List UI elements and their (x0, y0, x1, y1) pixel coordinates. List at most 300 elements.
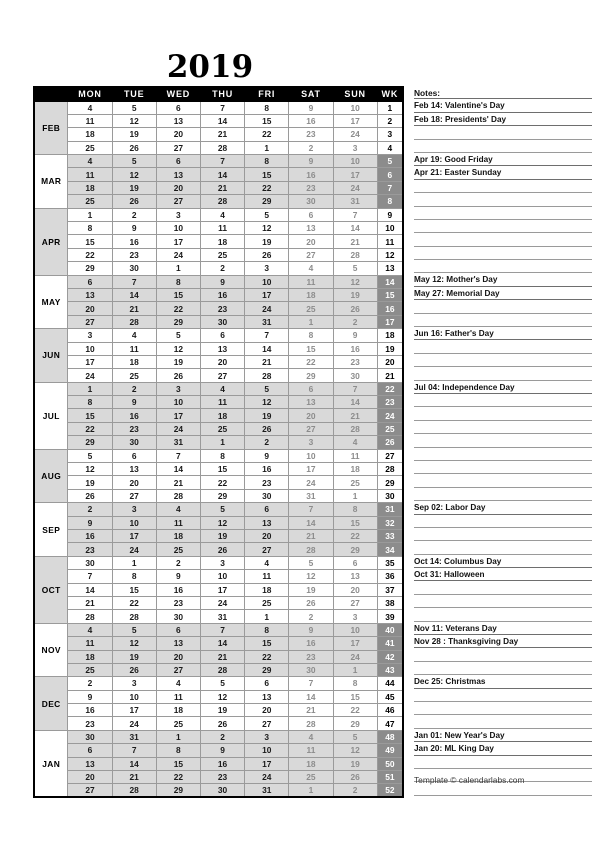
day-cell[interactable]: 4 (289, 730, 333, 743)
note-blank-line[interactable] (414, 461, 592, 474)
day-cell[interactable]: 1 (333, 663, 377, 676)
day-cell[interactable]: 29 (289, 369, 333, 382)
day-cell[interactable]: 27 (245, 717, 289, 730)
day-cell[interactable]: 25 (333, 476, 377, 489)
day-cell[interactable]: 31 (333, 195, 377, 208)
day-cell[interactable]: 3 (112, 503, 156, 516)
day-cell[interactable]: 23 (333, 355, 377, 368)
day-cell[interactable]: 6 (333, 556, 377, 569)
day-cell[interactable]: 16 (68, 704, 112, 717)
day-cell[interactable]: 16 (245, 463, 289, 476)
day-cell[interactable]: 15 (245, 114, 289, 127)
day-cell[interactable]: 27 (156, 663, 200, 676)
day-cell[interactable]: 24 (68, 369, 112, 382)
note-entry[interactable]: Apr 19: Good Friday (414, 153, 592, 166)
note-blank-line[interactable] (414, 247, 592, 260)
day-cell[interactable]: 3 (200, 556, 244, 569)
day-cell[interactable]: 31 (245, 784, 289, 797)
day-cell[interactable]: 2 (333, 784, 377, 797)
day-cell[interactable]: 19 (333, 757, 377, 770)
day-cell[interactable]: 25 (68, 141, 112, 154)
day-cell[interactable]: 20 (333, 583, 377, 596)
day-cell[interactable]: 16 (156, 583, 200, 596)
day-cell[interactable]: 28 (112, 610, 156, 623)
day-cell[interactable]: 27 (68, 784, 112, 797)
day-cell[interactable]: 5 (200, 503, 244, 516)
day-cell[interactable]: 18 (289, 288, 333, 301)
day-cell[interactable]: 7 (333, 382, 377, 395)
day-cell[interactable]: 13 (156, 637, 200, 650)
day-cell[interactable]: 9 (289, 155, 333, 168)
day-cell[interactable]: 21 (245, 355, 289, 368)
day-cell[interactable]: 6 (289, 382, 333, 395)
day-cell[interactable]: 5 (156, 329, 200, 342)
day-cell[interactable]: 6 (200, 329, 244, 342)
day-cell[interactable]: 4 (289, 262, 333, 275)
day-cell[interactable]: 30 (68, 556, 112, 569)
note-blank-line[interactable] (414, 300, 592, 313)
day-cell[interactable]: 7 (333, 208, 377, 221)
day-cell[interactable]: 9 (245, 449, 289, 462)
day-cell[interactable]: 8 (200, 449, 244, 462)
note-blank-line[interactable] (414, 354, 592, 367)
day-cell[interactable]: 2 (200, 262, 244, 275)
day-cell[interactable]: 25 (200, 422, 244, 435)
day-cell[interactable]: 21 (112, 302, 156, 315)
note-blank-line[interactable] (414, 314, 592, 327)
day-cell[interactable]: 28 (333, 248, 377, 261)
note-entry[interactable]: May 12: Mother's Day (414, 273, 592, 286)
day-cell[interactable]: 15 (289, 342, 333, 355)
day-cell[interactable]: 10 (333, 101, 377, 114)
day-cell[interactable]: 14 (200, 114, 244, 127)
day-cell[interactable]: 28 (289, 717, 333, 730)
day-cell[interactable]: 5 (68, 449, 112, 462)
day-cell[interactable]: 29 (333, 717, 377, 730)
day-cell[interactable]: 15 (200, 463, 244, 476)
note-blank-line[interactable] (414, 515, 592, 528)
note-blank-line[interactable] (414, 715, 592, 728)
day-cell[interactable]: 19 (68, 476, 112, 489)
day-cell[interactable]: 23 (156, 596, 200, 609)
note-blank-line[interactable] (414, 140, 592, 153)
day-cell[interactable]: 17 (112, 530, 156, 543)
day-cell[interactable]: 24 (112, 543, 156, 556)
note-blank-line[interactable] (414, 581, 592, 594)
day-cell[interactable]: 1 (156, 262, 200, 275)
day-cell[interactable]: 22 (200, 476, 244, 489)
day-cell[interactable]: 8 (333, 677, 377, 690)
day-cell[interactable]: 29 (200, 489, 244, 502)
day-cell[interactable]: 20 (200, 355, 244, 368)
day-cell[interactable]: 23 (68, 717, 112, 730)
day-cell[interactable]: 10 (245, 275, 289, 288)
day-cell[interactable]: 21 (200, 650, 244, 663)
day-cell[interactable]: 5 (112, 155, 156, 168)
day-cell[interactable]: 12 (200, 516, 244, 529)
note-blank-line[interactable] (414, 434, 592, 447)
day-cell[interactable]: 1 (333, 489, 377, 502)
day-cell[interactable]: 1 (289, 315, 333, 328)
day-cell[interactable]: 24 (156, 422, 200, 435)
day-cell[interactable]: 7 (289, 503, 333, 516)
day-cell[interactable]: 24 (200, 596, 244, 609)
day-cell[interactable]: 17 (156, 409, 200, 422)
day-cell[interactable]: 14 (333, 396, 377, 409)
day-cell[interactable]: 30 (112, 436, 156, 449)
day-cell[interactable]: 9 (200, 275, 244, 288)
note-blank-line[interactable] (414, 233, 592, 246)
day-cell[interactable]: 16 (289, 168, 333, 181)
day-cell[interactable]: 24 (333, 181, 377, 194)
day-cell[interactable]: 2 (112, 208, 156, 221)
day-cell[interactable]: 5 (289, 556, 333, 569)
day-cell[interactable]: 9 (68, 516, 112, 529)
day-cell[interactable]: 14 (333, 222, 377, 235)
day-cell[interactable]: 24 (333, 128, 377, 141)
day-cell[interactable]: 17 (68, 355, 112, 368)
day-cell[interactable]: 20 (245, 704, 289, 717)
day-cell[interactable]: 18 (112, 355, 156, 368)
note-entry[interactable]: Apr 21: Easter Sunday (414, 166, 592, 179)
note-blank-line[interactable] (414, 702, 592, 715)
day-cell[interactable]: 22 (156, 302, 200, 315)
day-cell[interactable]: 13 (289, 396, 333, 409)
day-cell[interactable]: 15 (156, 288, 200, 301)
day-cell[interactable]: 23 (245, 476, 289, 489)
note-entry[interactable]: May 27: Memorial Day (414, 287, 592, 300)
note-blank-line[interactable] (414, 448, 592, 461)
day-cell[interactable]: 8 (333, 503, 377, 516)
day-cell[interactable]: 23 (112, 248, 156, 261)
day-cell[interactable]: 14 (112, 757, 156, 770)
day-cell[interactable]: 8 (68, 222, 112, 235)
day-cell[interactable]: 31 (245, 315, 289, 328)
day-cell[interactable]: 15 (112, 583, 156, 596)
day-cell[interactable]: 5 (200, 677, 244, 690)
day-cell[interactable]: 21 (68, 596, 112, 609)
day-cell[interactable]: 18 (289, 757, 333, 770)
day-cell[interactable]: 23 (112, 422, 156, 435)
day-cell[interactable]: 15 (333, 516, 377, 529)
day-cell[interactable]: 23 (289, 650, 333, 663)
day-cell[interactable]: 15 (68, 409, 112, 422)
day-cell[interactable]: 25 (245, 596, 289, 609)
day-cell[interactable]: 4 (156, 677, 200, 690)
day-cell[interactable]: 18 (68, 128, 112, 141)
day-cell[interactable]: 14 (156, 463, 200, 476)
day-cell[interactable]: 8 (245, 155, 289, 168)
day-cell[interactable]: 29 (333, 543, 377, 556)
day-cell[interactable]: 19 (245, 235, 289, 248)
day-cell[interactable]: 10 (68, 342, 112, 355)
day-cell[interactable]: 18 (156, 530, 200, 543)
note-blank-line[interactable] (414, 756, 592, 769)
day-cell[interactable]: 1 (68, 382, 112, 395)
day-cell[interactable]: 24 (333, 650, 377, 663)
day-cell[interactable]: 28 (156, 489, 200, 502)
day-cell[interactable]: 26 (112, 663, 156, 676)
day-cell[interactable]: 30 (200, 315, 244, 328)
day-cell[interactable]: 1 (200, 436, 244, 449)
note-entry[interactable]: Jul 04: Independence Day (414, 381, 592, 394)
note-blank-line[interactable] (414, 367, 592, 380)
note-blank-line[interactable] (414, 689, 592, 702)
day-cell[interactable]: 29 (68, 436, 112, 449)
day-cell[interactable]: 14 (200, 637, 244, 650)
day-cell[interactable]: 7 (289, 677, 333, 690)
day-cell[interactable]: 8 (289, 329, 333, 342)
day-cell[interactable]: 1 (112, 556, 156, 569)
day-cell[interactable]: 6 (289, 208, 333, 221)
day-cell[interactable]: 28 (289, 543, 333, 556)
day-cell[interactable]: 18 (68, 181, 112, 194)
day-cell[interactable]: 21 (156, 476, 200, 489)
note-blank-line[interactable] (414, 220, 592, 233)
day-cell[interactable]: 15 (245, 168, 289, 181)
day-cell[interactable]: 17 (245, 288, 289, 301)
note-blank-line[interactable] (414, 474, 592, 487)
day-cell[interactable]: 2 (200, 730, 244, 743)
day-cell[interactable]: 11 (200, 396, 244, 409)
day-cell[interactable]: 7 (112, 275, 156, 288)
day-cell[interactable]: 15 (68, 235, 112, 248)
day-cell[interactable]: 1 (245, 610, 289, 623)
day-cell[interactable]: 11 (200, 222, 244, 235)
day-cell[interactable]: 8 (245, 101, 289, 114)
day-cell[interactable]: 19 (200, 530, 244, 543)
day-cell[interactable]: 26 (68, 489, 112, 502)
day-cell[interactable]: 10 (245, 744, 289, 757)
day-cell[interactable]: 26 (245, 422, 289, 435)
day-cell[interactable]: 19 (112, 181, 156, 194)
day-cell[interactable]: 7 (68, 570, 112, 583)
day-cell[interactable]: 25 (68, 195, 112, 208)
day-cell[interactable]: 12 (245, 222, 289, 235)
note-blank-line[interactable] (414, 260, 592, 273)
day-cell[interactable]: 4 (68, 101, 112, 114)
day-cell[interactable]: 27 (245, 543, 289, 556)
day-cell[interactable]: 25 (112, 369, 156, 382)
day-cell[interactable]: 6 (68, 744, 112, 757)
note-entry[interactable]: Dec 25: Christmas (414, 675, 592, 688)
note-blank-line[interactable] (414, 394, 592, 407)
day-cell[interactable]: 13 (245, 516, 289, 529)
day-cell[interactable]: 6 (245, 677, 289, 690)
day-cell[interactable]: 19 (289, 583, 333, 596)
day-cell[interactable]: 20 (245, 530, 289, 543)
day-cell[interactable]: 23 (289, 128, 333, 141)
day-cell[interactable]: 14 (289, 516, 333, 529)
day-cell[interactable]: 6 (156, 155, 200, 168)
day-cell[interactable]: 9 (112, 222, 156, 235)
day-cell[interactable]: 7 (245, 329, 289, 342)
day-cell[interactable]: 29 (245, 195, 289, 208)
day-cell[interactable]: 2 (289, 141, 333, 154)
day-cell[interactable]: 21 (333, 409, 377, 422)
day-cell[interactable]: 20 (68, 302, 112, 315)
day-cell[interactable]: 20 (156, 650, 200, 663)
day-cell[interactable]: 26 (245, 248, 289, 261)
note-blank-line[interactable] (414, 180, 592, 193)
day-cell[interactable]: 24 (245, 771, 289, 784)
day-cell[interactable]: 3 (112, 677, 156, 690)
day-cell[interactable]: 30 (289, 195, 333, 208)
day-cell[interactable]: 11 (289, 744, 333, 757)
day-cell[interactable]: 27 (333, 596, 377, 609)
day-cell[interactable]: 3 (333, 141, 377, 154)
day-cell[interactable]: 10 (200, 570, 244, 583)
day-cell[interactable]: 17 (333, 168, 377, 181)
day-cell[interactable]: 15 (333, 690, 377, 703)
note-entry[interactable]: Jun 16: Father's Day (414, 327, 592, 340)
day-cell[interactable]: 28 (200, 141, 244, 154)
day-cell[interactable]: 27 (200, 369, 244, 382)
day-cell[interactable]: 9 (112, 396, 156, 409)
day-cell[interactable]: 12 (112, 114, 156, 127)
day-cell[interactable]: 30 (200, 784, 244, 797)
day-cell[interactable]: 17 (156, 235, 200, 248)
day-cell[interactable]: 2 (68, 503, 112, 516)
note-blank-line[interactable] (414, 488, 592, 501)
day-cell[interactable]: 4 (68, 155, 112, 168)
day-cell[interactable]: 22 (68, 422, 112, 435)
day-cell[interactable]: 5 (112, 623, 156, 636)
day-cell[interactable]: 17 (333, 637, 377, 650)
day-cell[interactable]: 26 (289, 596, 333, 609)
day-cell[interactable]: 2 (333, 315, 377, 328)
day-cell[interactable]: 29 (156, 784, 200, 797)
day-cell[interactable]: 4 (112, 329, 156, 342)
day-cell[interactable]: 21 (333, 235, 377, 248)
day-cell[interactable]: 12 (289, 570, 333, 583)
note-blank-line[interactable] (414, 541, 592, 554)
day-cell[interactable]: 21 (289, 704, 333, 717)
day-cell[interactable]: 16 (200, 757, 244, 770)
day-cell[interactable]: 3 (156, 208, 200, 221)
day-cell[interactable]: 21 (200, 128, 244, 141)
note-blank-line[interactable] (414, 340, 592, 353)
day-cell[interactable]: 16 (333, 342, 377, 355)
day-cell[interactable]: 31 (289, 489, 333, 502)
day-cell[interactable]: 1 (289, 784, 333, 797)
day-cell[interactable]: 9 (200, 744, 244, 757)
note-blank-line[interactable] (414, 207, 592, 220)
day-cell[interactable]: 3 (68, 329, 112, 342)
day-cell[interactable]: 9 (289, 101, 333, 114)
day-cell[interactable]: 9 (68, 690, 112, 703)
day-cell[interactable]: 30 (289, 663, 333, 676)
day-cell[interactable]: 26 (333, 771, 377, 784)
day-cell[interactable]: 24 (289, 476, 333, 489)
day-cell[interactable]: 7 (200, 155, 244, 168)
day-cell[interactable]: 24 (245, 302, 289, 315)
day-cell[interactable]: 26 (333, 302, 377, 315)
day-cell[interactable]: 15 (156, 757, 200, 770)
day-cell[interactable]: 19 (156, 355, 200, 368)
note-blank-line[interactable] (414, 421, 592, 434)
day-cell[interactable]: 19 (200, 704, 244, 717)
day-cell[interactable]: 22 (112, 596, 156, 609)
day-cell[interactable]: 27 (112, 489, 156, 502)
day-cell[interactable]: 4 (200, 382, 244, 395)
day-cell[interactable]: 18 (333, 463, 377, 476)
day-cell[interactable]: 22 (156, 771, 200, 784)
day-cell[interactable]: 16 (289, 114, 333, 127)
day-cell[interactable]: 5 (112, 101, 156, 114)
day-cell[interactable]: 6 (156, 101, 200, 114)
day-cell[interactable]: 26 (112, 195, 156, 208)
day-cell[interactable]: 13 (156, 168, 200, 181)
day-cell[interactable]: 2 (289, 610, 333, 623)
day-cell[interactable]: 25 (156, 717, 200, 730)
note-entry[interactable]: Jan 01: New Year's Day (414, 729, 592, 742)
day-cell[interactable]: 19 (112, 650, 156, 663)
day-cell[interactable]: 15 (245, 637, 289, 650)
day-cell[interactable]: 12 (333, 744, 377, 757)
day-cell[interactable]: 19 (112, 128, 156, 141)
day-cell[interactable]: 2 (245, 436, 289, 449)
day-cell[interactable]: 30 (156, 610, 200, 623)
day-cell[interactable]: 1 (68, 208, 112, 221)
day-cell[interactable]: 12 (245, 396, 289, 409)
day-cell[interactable]: 11 (245, 570, 289, 583)
day-cell[interactable]: 10 (333, 623, 377, 636)
day-cell[interactable]: 13 (200, 342, 244, 355)
day-cell[interactable]: 17 (112, 704, 156, 717)
day-cell[interactable]: 7 (112, 744, 156, 757)
day-cell[interactable]: 4 (245, 556, 289, 569)
day-cell[interactable]: 14 (68, 583, 112, 596)
day-cell[interactable]: 10 (112, 690, 156, 703)
day-cell[interactable]: 22 (333, 530, 377, 543)
day-cell[interactable]: 16 (112, 235, 156, 248)
day-cell[interactable]: 4 (333, 436, 377, 449)
day-cell[interactable]: 7 (200, 101, 244, 114)
day-cell[interactable]: 7 (200, 623, 244, 636)
day-cell[interactable]: 10 (156, 396, 200, 409)
day-cell[interactable]: 12 (156, 342, 200, 355)
note-entry[interactable]: Nov 28 : Thanksgiving Day (414, 635, 592, 648)
day-cell[interactable]: 30 (68, 730, 112, 743)
day-cell[interactable]: 1 (245, 141, 289, 154)
day-cell[interactable]: 27 (289, 422, 333, 435)
day-cell[interactable]: 6 (112, 449, 156, 462)
note-entry[interactable]: Sep 02: Labor Day (414, 501, 592, 514)
day-cell[interactable]: 5 (245, 208, 289, 221)
day-cell[interactable]: 23 (68, 543, 112, 556)
day-cell[interactable]: 30 (333, 369, 377, 382)
day-cell[interactable]: 11 (289, 275, 333, 288)
day-cell[interactable]: 11 (112, 342, 156, 355)
day-cell[interactable]: 3 (245, 730, 289, 743)
day-cell[interactable]: 11 (156, 516, 200, 529)
day-cell[interactable]: 3 (245, 262, 289, 275)
day-cell[interactable]: 28 (200, 195, 244, 208)
day-cell[interactable]: 10 (289, 449, 333, 462)
day-cell[interactable]: 16 (68, 530, 112, 543)
note-blank-line[interactable] (414, 648, 592, 661)
day-cell[interactable]: 5 (333, 262, 377, 275)
day-cell[interactable]: 6 (68, 275, 112, 288)
day-cell[interactable]: 23 (200, 302, 244, 315)
note-entry[interactable]: Jan 20: ML King Day (414, 742, 592, 755)
day-cell[interactable]: 14 (245, 342, 289, 355)
day-cell[interactable]: 20 (156, 181, 200, 194)
day-cell[interactable]: 1 (156, 730, 200, 743)
day-cell[interactable]: 22 (289, 355, 333, 368)
day-cell[interactable]: 19 (333, 288, 377, 301)
